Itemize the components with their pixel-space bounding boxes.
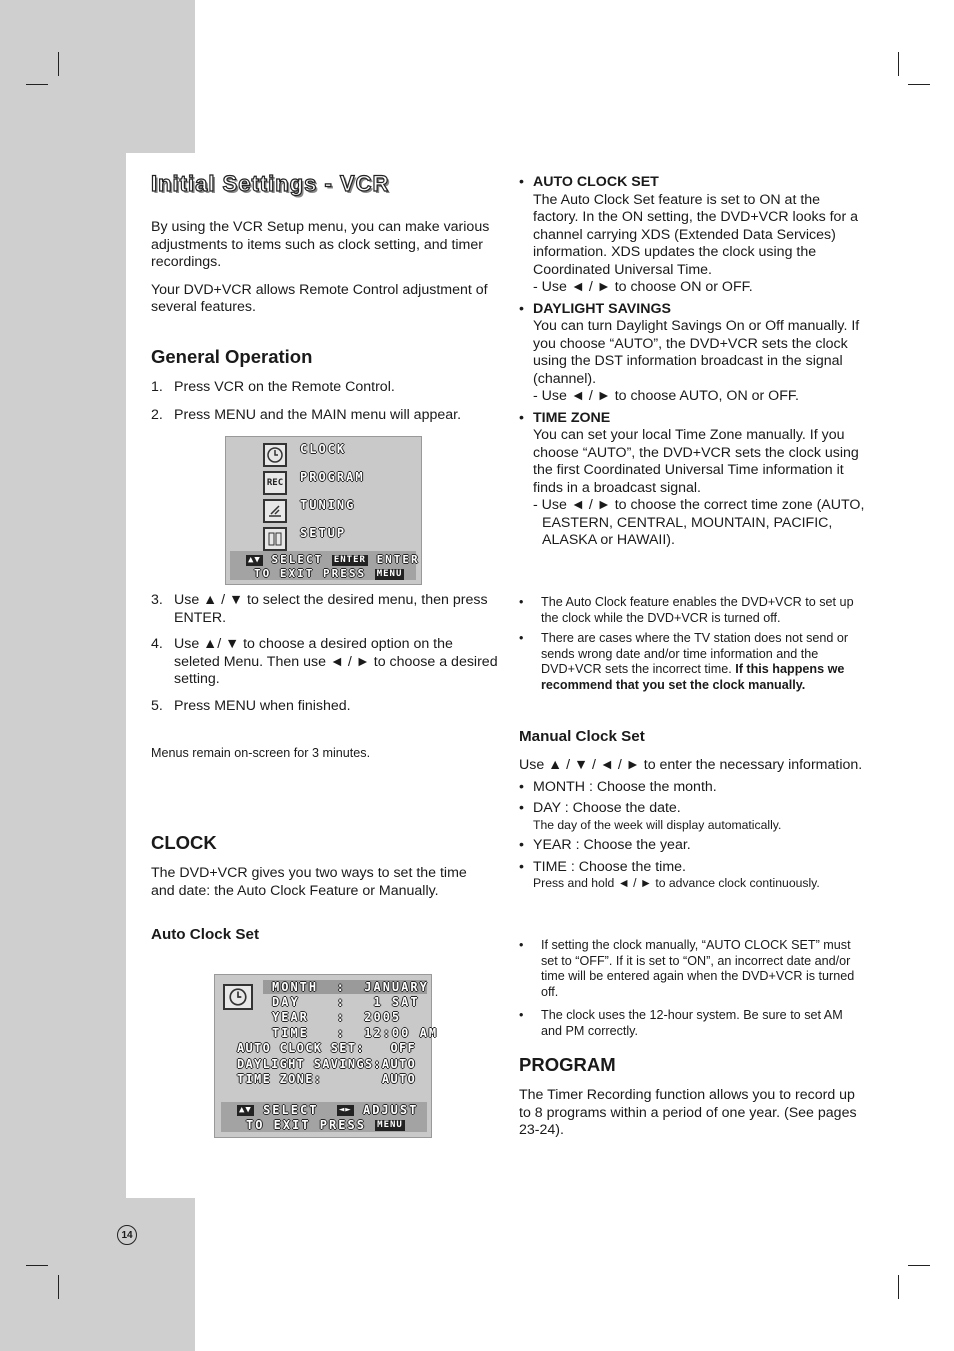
steps-list: [151, 379, 501, 424]
page-title: Initial Settings - VCR: [151, 171, 390, 196]
intro-paragraph: Your DVD+VCR allows Remote Control adjustment of several features.: [151, 281, 488, 315]
step-item: 2. Press MENU and the MAIN menu will appear.: [151, 406, 462, 423]
note-item: • There are cases where the TV station does not send or sends wrong date and/or time information and the DVD+VCR sets the incorrect time. If this happens we recommend that you set the clock manually.: [519, 631, 849, 692]
tuning-icon: [263, 499, 287, 523]
clock-setting-osd: [214, 974, 439, 1138]
clock-icon: [223, 984, 253, 1010]
step-item: 3. Use ▲ / ▼ to select the desired menu, then press ENTER.: [151, 592, 488, 626]
main-menu-osd: [225, 436, 422, 585]
steps-list: [151, 592, 501, 715]
step-item: 1. Press VCR on the Remote Control.: [151, 379, 395, 395]
osd-row-daylight: DAYLIGHT SAVINGS:AUTO: [237, 1057, 417, 1071]
manual-time-item: • TIME : Choose the time. Press and hold ◄ / ► to advance clock continuously.: [519, 858, 820, 891]
crop-mark: [58, 52, 59, 76]
page-number: 14: [117, 1225, 137, 1245]
note-item: • The clock uses the 12-hour system. Be sure to set AM and PM correctly.: [519, 1008, 843, 1038]
menu-item-tuning: TUNING: [300, 498, 356, 512]
manual-clock-notes: [519, 938, 867, 1040]
crop-mark: [26, 84, 48, 85]
osd-row-day: DAY : 1 SAT: [272, 995, 420, 1009]
manual-year-item: • YEAR : Choose the year.: [519, 837, 691, 854]
settings-descriptions: [519, 174, 865, 550]
osd-footer-line: TO EXIT PRESS MENU: [246, 1118, 403, 1132]
crop-mark: [26, 1265, 48, 1266]
osd-row-time: TIME : 12:00 AM: [272, 1026, 439, 1040]
auto-clock-notes: [519, 595, 867, 694]
setup-icon: [263, 527, 287, 551]
menu-item-setup: SETUP: [300, 526, 347, 540]
intro: [151, 219, 501, 317]
step-item: 4. Use ▲/ ▼ to choose a desired option on the seleted Menu. Then use ◄ / ► to choose a desired setting.: [151, 636, 498, 687]
manual-clock-set-heading: Manual Clock Set: [519, 728, 645, 745]
clock-description: The DVD+VCR gives you two ways to set the time and date: the Auto Clock Feature or Manually.: [151, 865, 467, 899]
menu-item-program: PROGRAM: [300, 470, 365, 484]
clock-heading: CLOCK: [151, 832, 217, 853]
auto-clock-set-heading: Auto Clock Set: [151, 926, 260, 943]
page-margin-bottom: [0, 1198, 195, 1351]
osd-footer-line: ▲▼ SELECT ◄► ADJUST: [239, 1103, 419, 1117]
rec-icon: REC: [263, 471, 287, 495]
osd-row-auto-clock: AUTO CLOCK SET: OFF: [237, 1041, 417, 1055]
note-item: • If setting the clock manually, “AUTO CLOCK SET” must set to “OFF”. If it is set to “ON”, an incorrect date and/or time will be entered again when the DVD+VCR is turned off.: [519, 938, 855, 999]
manual-month-item: • MONTH : Choose the month.: [519, 778, 717, 795]
crop-mark: [908, 84, 930, 85]
crop-mark: [58, 1275, 59, 1299]
crop-mark: [908, 1265, 930, 1266]
osd-footer-line: TO EXIT PRESS MENU: [254, 567, 403, 580]
auto-clock-set-item: • AUTO CLOCK SET The Auto Clock Set feature is set to ON at the factory. In the ON setting, the DVD+VCR looks for a channel carrying XDS (Extended Data Services) information. XDS updates the clock using the Coordinated Universal Time. - Use ◄ / ► to choose ON or OFF.: [519, 174, 859, 295]
step-item: 5. Press MENU when finished.: [151, 697, 351, 714]
crop-mark: [898, 52, 899, 76]
manual-clock-set: Use ▲ / ▼ / ◄ / ► to enter the necessary information. • MONTH : Choose the month. • DAY : Choose the date. The day of the week will display automatically. • YEAR : Choose the year. • TIME : Choose the time. Press and hold ◄ / ► to advance clock continuously.: [519, 757, 869, 892]
menu-item-clock: CLOCK: [300, 442, 347, 456]
general-operation-heading: General Operation: [151, 346, 313, 367]
osd-row-month: MONTH : JANUARY: [272, 980, 429, 994]
intro-paragraph: By using the VCR Setup menu, you can make various adjustments to items such as clock setting, and timer recordings.: [151, 219, 490, 270]
clock-icon: [263, 443, 287, 467]
program-description: The Timer Recording function allows you to record up to 8 programs within a period of one year. (See pages 23-24).: [519, 1087, 857, 1138]
page-margin-left: [0, 153, 126, 1198]
osd-row-timezone: TIME ZONE: AUTO: [237, 1072, 417, 1086]
note-item: • The Auto Clock feature enables the DVD+VCR to set up the clock while the DVD+VCR is turned off.: [519, 595, 854, 625]
menu-timeout-note: Menus remain on-screen for 3 minutes.: [151, 746, 371, 760]
page-margin-top: [0, 0, 195, 153]
program-heading: PROGRAM: [519, 1054, 616, 1075]
osd-row-year: YEAR : 2005: [272, 1010, 402, 1024]
manual-day-item: • DAY : Choose the date. The day of the week will display automatically.: [519, 800, 782, 832]
crop-mark: [898, 1275, 899, 1299]
daylight-savings-item: • DAYLIGHT SAVINGS You can turn Daylight Savings On or Off manually. If you choose “AUTO”, the DVD+VCR sets the clock using the DST information broadcast in the signal (channel). - Use ◄ / ► to choose AUTO, ON or OFF.: [519, 300, 860, 404]
osd-footer-line: ▲▼ SELECT ENTER ENTER: [248, 553, 420, 566]
time-zone-item: • TIME ZONE You can set your local Time Zone manually. If you choose “AUTO”, the DVD+VCR sets the clock using the first Coordinated Universal Time information it finds in a broadcast signal. - Use ◄ / ► to choose the correct time zone (AUTO, EASTERN, CENTRAL, MOUNTAIN, PACIFIC, ALASKA or HAWAII).: [519, 409, 865, 548]
